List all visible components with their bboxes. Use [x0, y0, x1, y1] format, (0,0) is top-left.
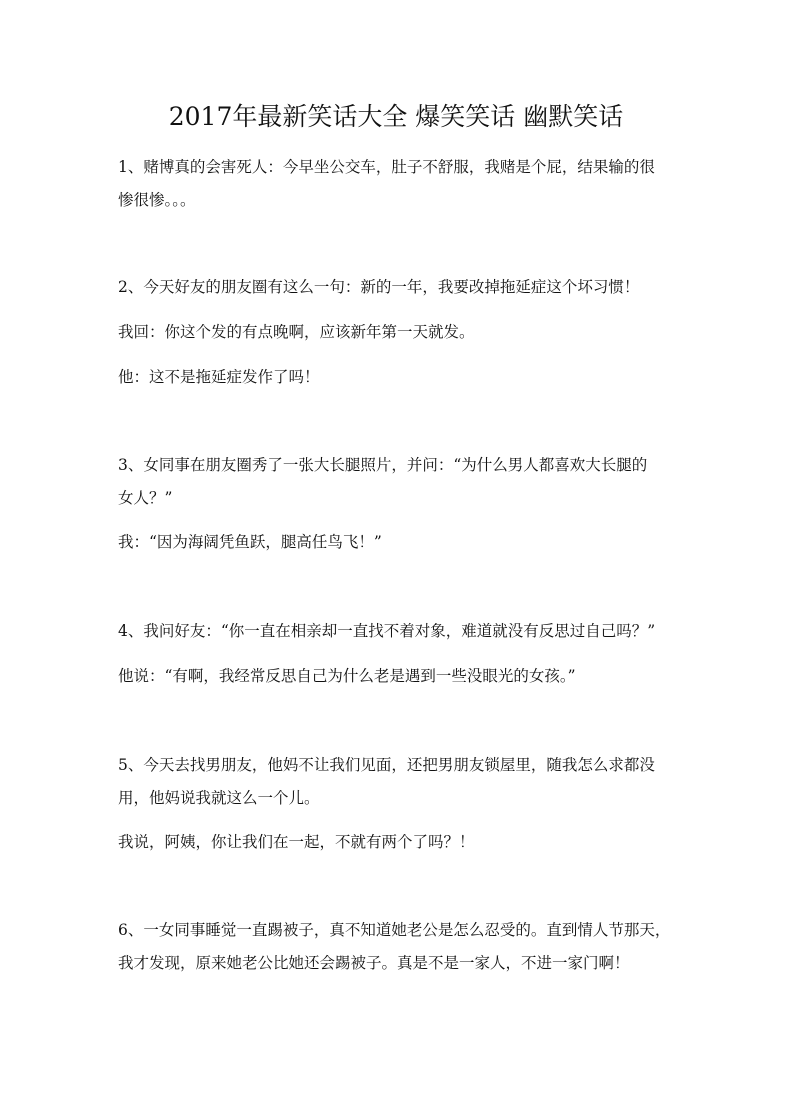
joke-3-reply: 我：“因为海阔凭鱼跃，腿高任鸟飞！” [118, 533, 382, 551]
joke-3-line-1: 3、女同事在朋友圈秀了一张大长腿照片，并问：“为什么男人都喜欢大长腿的 [118, 456, 648, 474]
joke-2-response: 他：这不是拖延症发作了吗！ [118, 368, 320, 386]
joke-2-reply: 我回：你这个发的有点晚啊，应该新年第一天就发。 [118, 323, 475, 341]
joke-5-reply: 我说，阿姨，你让我们在一起，不就有两个了吗？！ [118, 833, 475, 851]
joke-6-line-2: 我才发现，原来她老公比她还会踢被子。真是不是一家人，不进一家门啊！ [118, 954, 630, 972]
joke-1-line-1: 1、赌博真的会害死人：今早坐公交车，肚子不舒服，我赌是个屁，结果输的很 [118, 158, 655, 176]
joke-2-line-1: 2、今天好友的朋友圈有这么一句：新的一年，我要改掉拖延症这个坏习惯！ [118, 278, 640, 296]
joke-6-line-1: 6、一女同事睡觉一直踢被子，真不知道她老公是怎么忍受的。直到情人节那天， [118, 921, 671, 939]
joke-5-line-2: 用，他妈说我就这么一个儿。 [118, 789, 320, 807]
joke-4-line-1: 4、我问好友：“你一直在相亲却一直找不着对象，难道就没有反思过自己吗？” [118, 622, 656, 640]
document-title: 2017年最新笑话大全 爆笑笑话 幽默笑话 [168, 102, 624, 131]
joke-5-line-1: 5、今天去找男朋友，他妈不让我们见面，还把男朋友锁屋里，随我怎么求都没 [118, 756, 655, 774]
joke-1-line-2: 惨很惨。。。 [118, 191, 196, 209]
joke-3-line-2: 女人？” [118, 489, 173, 507]
joke-4-reply: 他说：“有啊，我经常反思自己为什么老是遇到一些没眼光的女孩。” [118, 667, 576, 685]
